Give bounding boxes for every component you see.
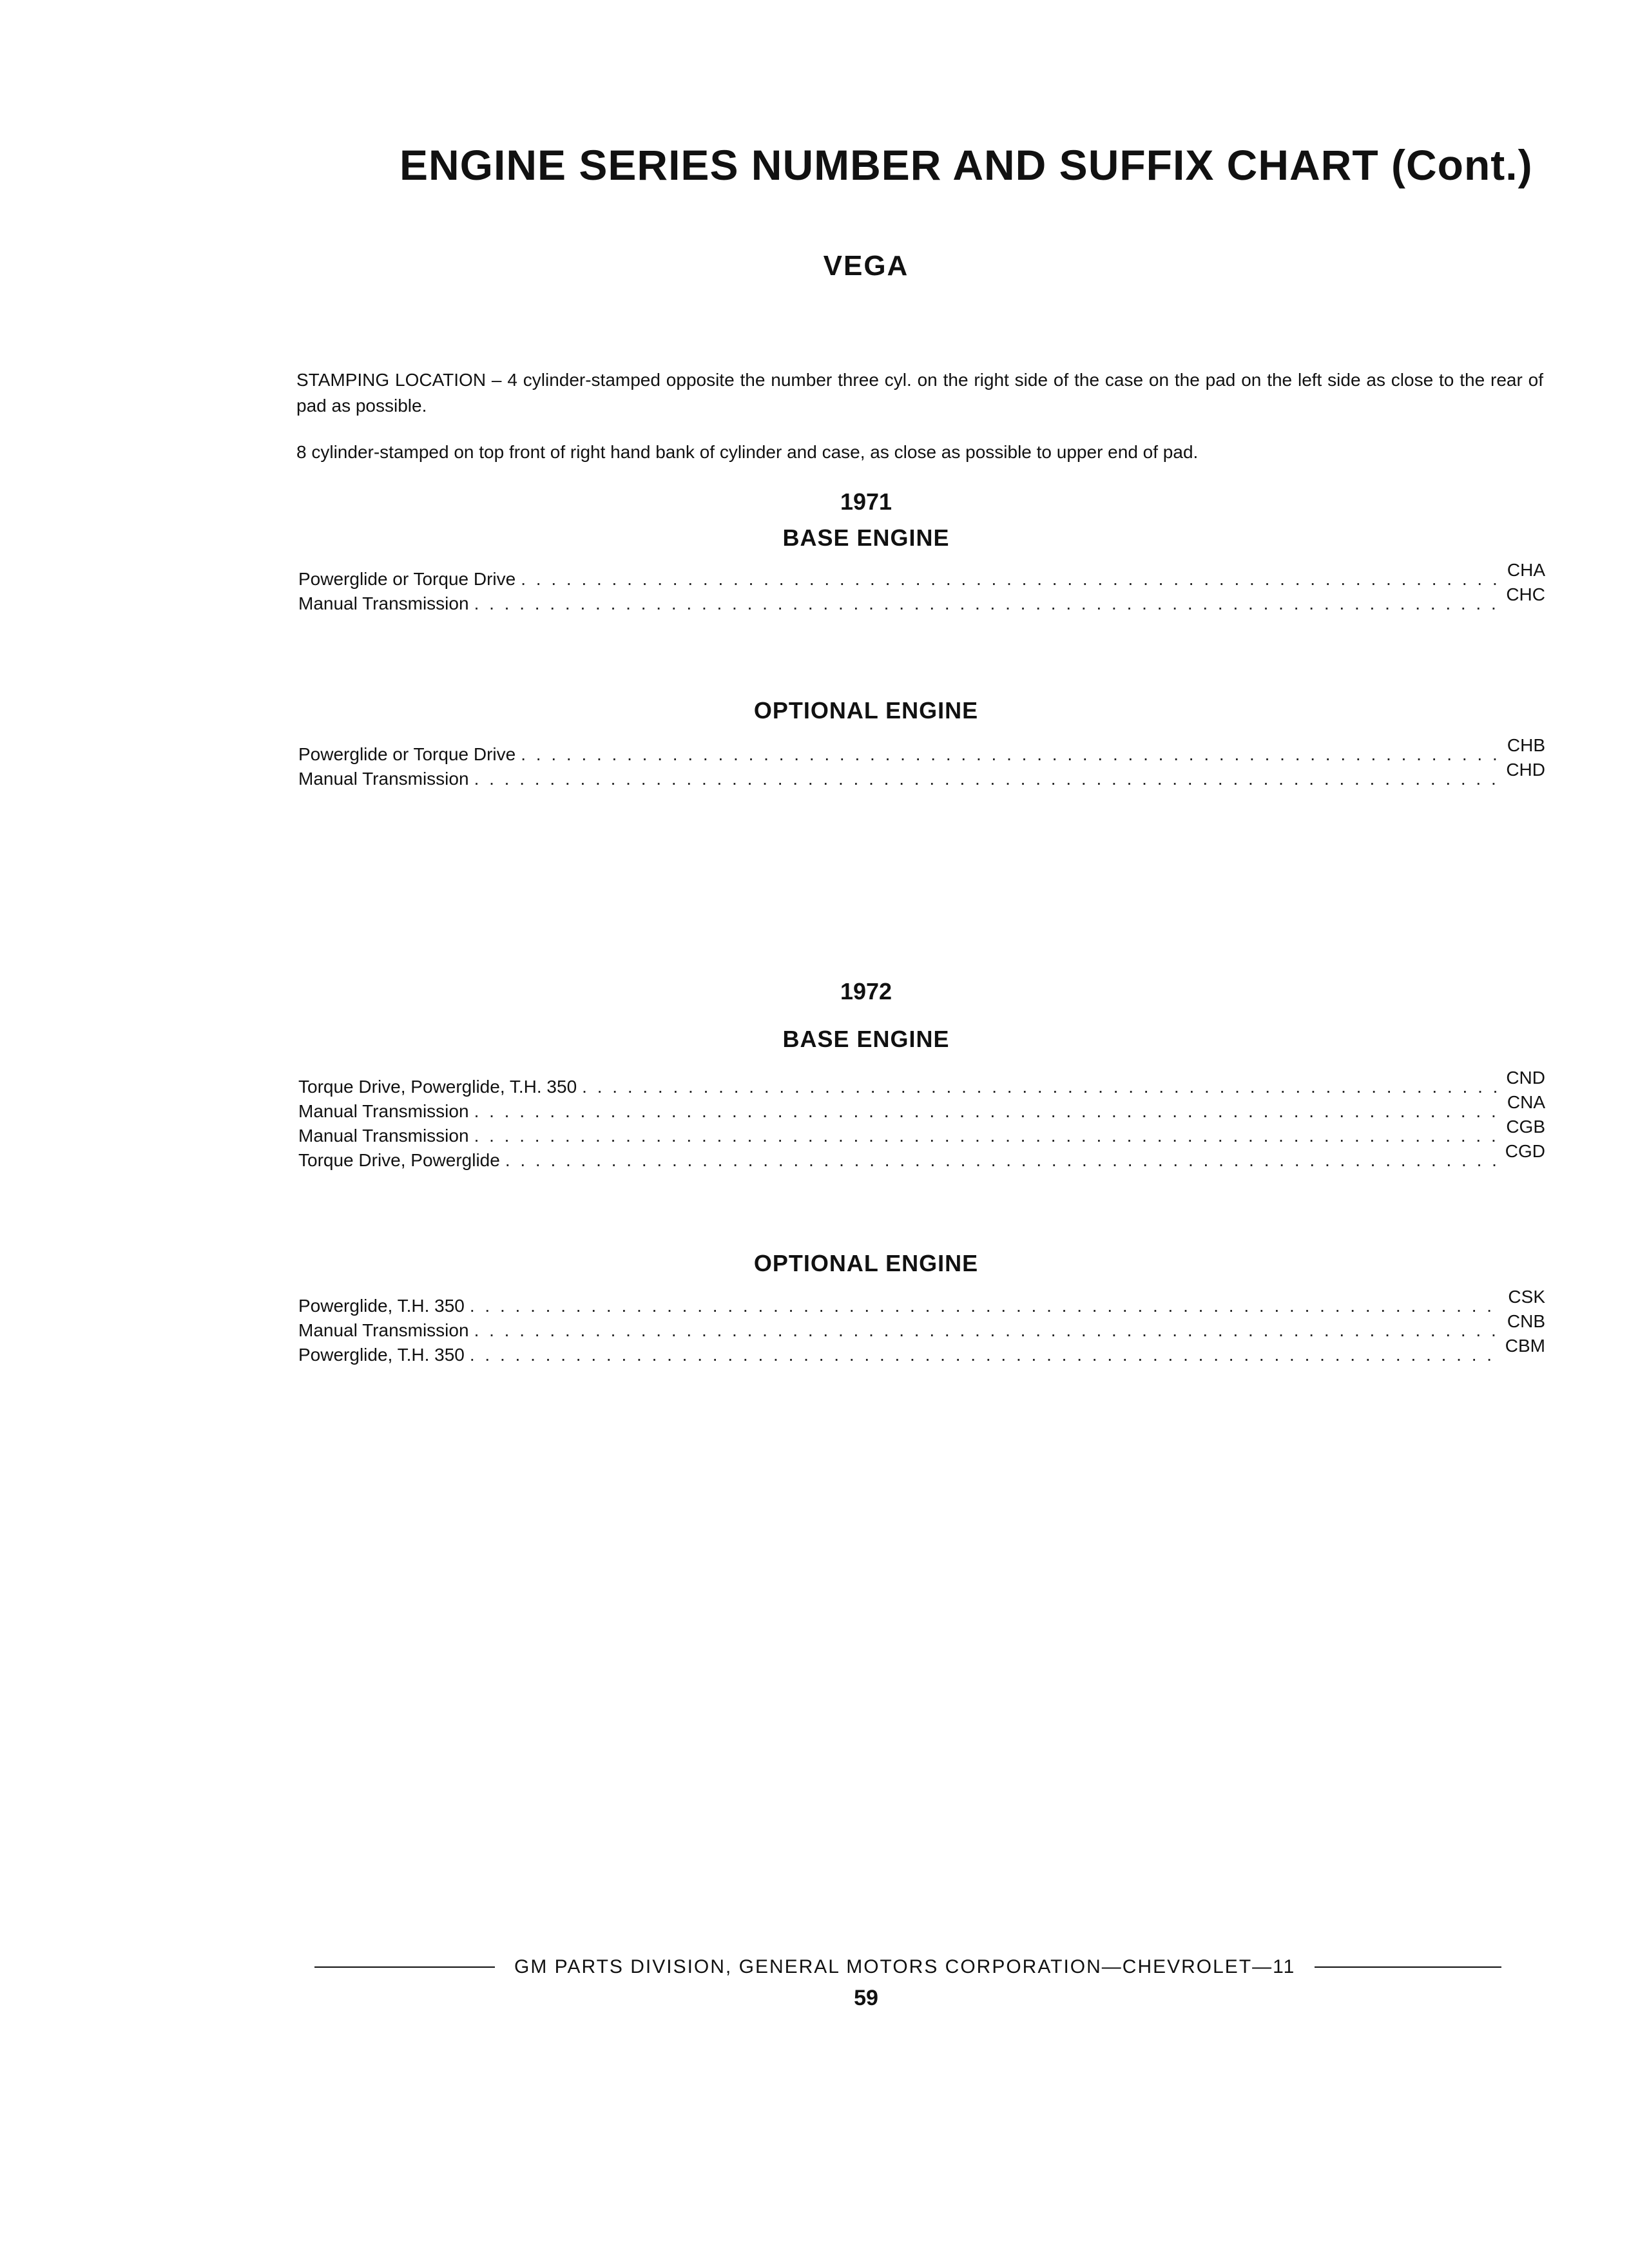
footer-rule-left (314, 1966, 495, 1968)
dot-leader (521, 567, 1502, 591)
dot-leader (470, 1343, 1500, 1367)
item-code: CNB (1507, 1311, 1545, 1331)
page-number: 59 (854, 1986, 878, 2010)
list-item (298, 1141, 1545, 1173)
dot-leader (474, 1099, 1502, 1124)
item-code: CNA (1507, 1092, 1545, 1112)
item-code: CHC (1506, 584, 1545, 604)
dot-leader (505, 1148, 1500, 1173)
item-label: Manual Transmission (298, 769, 469, 789)
section-heading-optional-engine-1972: OPTIONAL ENGINE (753, 1250, 979, 1276)
list-item (298, 760, 1545, 791)
item-code: CHD (1506, 760, 1545, 780)
section-heading-base-engine-1972: BASE ENGINE (782, 1026, 950, 1052)
item-label: Manual Transmission (298, 593, 469, 613)
list-item (298, 1068, 1545, 1099)
list-item (298, 560, 1545, 591)
code-list-base-1972 (298, 1068, 1545, 1173)
item-code: CHB (1507, 735, 1545, 755)
page-footer (314, 1956, 1547, 1978)
item-label: Powerglide, T.H. 350 (298, 1296, 465, 1316)
item-code: CGB (1506, 1117, 1545, 1137)
list-item (298, 1287, 1545, 1318)
list-item (298, 584, 1545, 616)
dot-leader (474, 1124, 1501, 1148)
list-item (298, 1336, 1545, 1367)
item-label: Powerglide or Torque Drive (298, 744, 516, 764)
item-label: Manual Transmission (298, 1101, 469, 1121)
item-label: Torque Drive, Powerglide (298, 1150, 500, 1170)
footer-text: GM PARTS DIVISION, GENERAL MOTORS CORPORATION—CHEVROLET—11 (514, 1956, 1296, 1977)
year-heading-1972: 1972 (840, 978, 892, 1004)
code-list-base-1971 (298, 560, 1545, 616)
item-label: Manual Transmission (298, 1320, 469, 1340)
dot-leader (474, 591, 1501, 616)
footer-rule-right (1315, 1966, 1501, 1968)
item-code: CGD (1505, 1141, 1545, 1161)
dot-leader (474, 1318, 1502, 1343)
dot-leader (470, 1294, 1503, 1318)
page-title: ENGINE SERIES NUMBER AND SUFFIX CHART (Cont.) (400, 141, 1533, 189)
dot-leader (582, 1075, 1501, 1099)
list-item (298, 1311, 1545, 1343)
item-label: Manual Transmission (298, 1126, 469, 1146)
dot-leader (521, 742, 1502, 767)
stamping-location-paragraph: STAMPING LOCATION – 4 cylinder-stamped opposite the number three cyl. on the right side of the case on the pad on the left side as close to the rear of pad as possible. (296, 370, 1543, 416)
item-code: CSK (1508, 1287, 1545, 1307)
list-item (298, 735, 1545, 767)
stamping-location-8cyl-paragraph: 8 cylinder-stamped on top front of right hand bank of cylinder and case, as close as possible to upper end of pad. (296, 442, 1199, 462)
section-heading-base-engine-1971: BASE ENGINE (782, 524, 950, 551)
dot-leader (474, 767, 1501, 791)
page-subtitle: VEGA (823, 250, 909, 282)
item-label: Powerglide, T.H. 350 (298, 1345, 465, 1365)
item-code: CHA (1507, 560, 1545, 580)
item-label: Torque Drive, Powerglide, T.H. 350 (298, 1077, 577, 1097)
list-item (298, 1092, 1545, 1124)
section-heading-optional-engine-1971: OPTIONAL ENGINE (753, 697, 979, 724)
item-code: CND (1506, 1068, 1545, 1088)
item-label: Powerglide or Torque Drive (298, 569, 516, 589)
item-code: CBM (1505, 1336, 1545, 1356)
code-list-optional-1971 (298, 735, 1545, 791)
list-item (298, 1117, 1545, 1148)
code-list-optional-1972 (298, 1287, 1545, 1367)
year-heading-1971: 1971 (840, 488, 892, 515)
